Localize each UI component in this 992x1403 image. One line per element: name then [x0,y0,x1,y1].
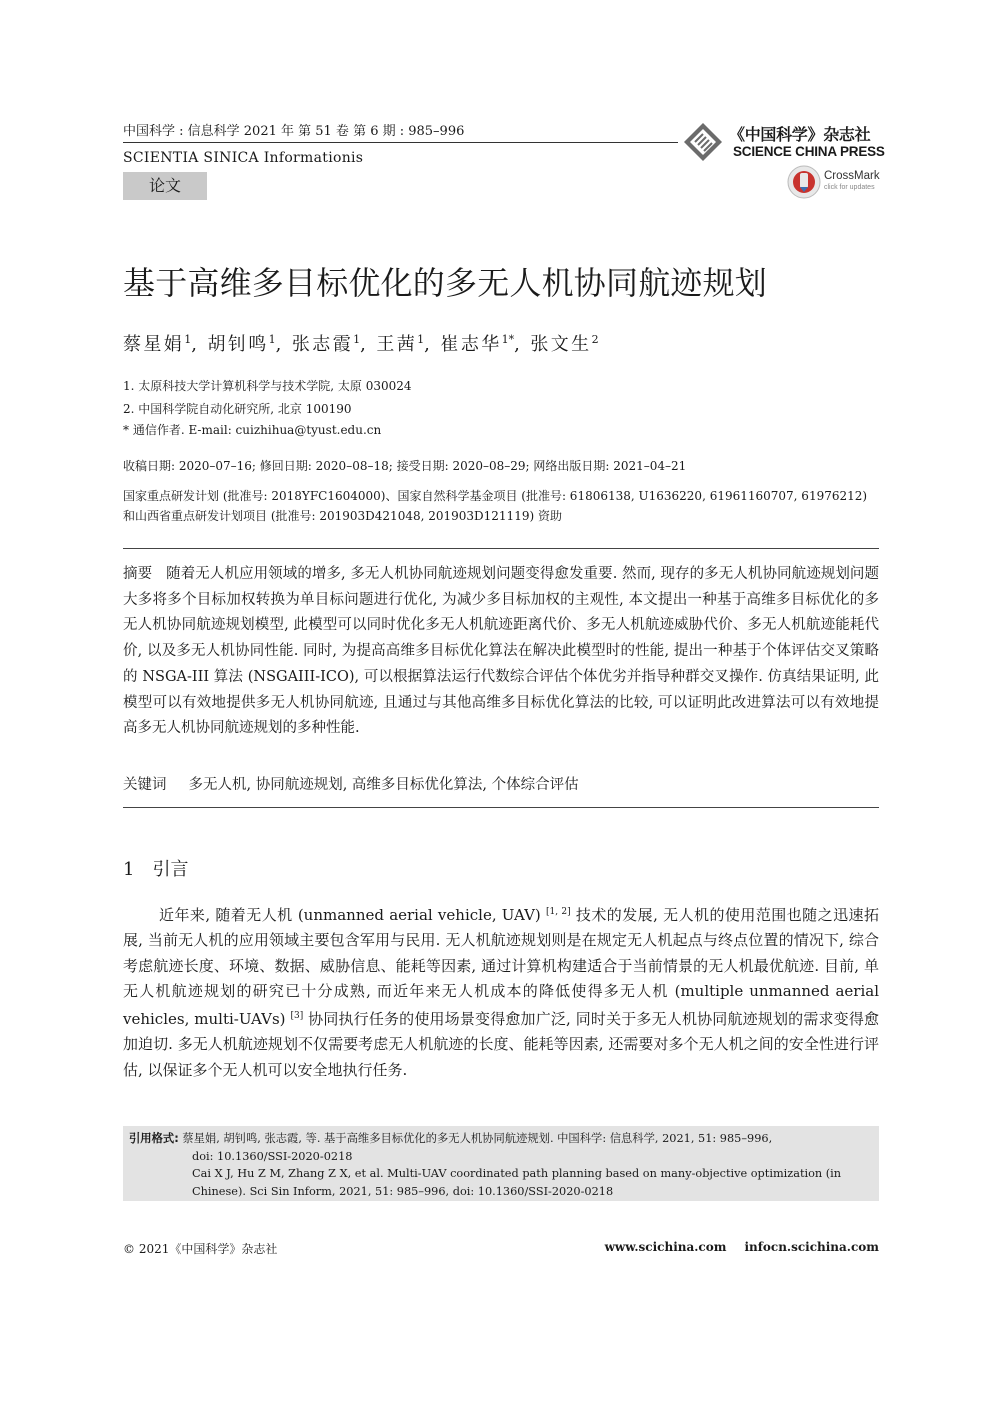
citation-doi[interactable]: doi: 10.1360/SSI-2020-0218 [192,1149,353,1163]
citation-text: 蔡星娟, 胡钊鸣, 张志霞, 等. 基于高维多目标优化的多无人机协同航迹规划. 中国科学: 信息科学, 2021, 51: 985–996, [182,1132,773,1145]
author-name: 蔡星娟 [123,334,185,355]
affiliation-2: 2. 中国科学院自动化研究所, 北京 100190 [123,402,352,416]
affiliation-1: 1. 太原科技大学计算机科学与技术学院, 太原 030024 [123,379,412,393]
section-title: 引言 [152,859,189,880]
author-name: 张文生 [530,334,592,355]
author-name: 张志霞 [291,334,354,355]
section-heading [123,855,188,881]
author-affiliation-mark: 2 [591,333,599,346]
reference-link[interactable]: [3] [290,1011,304,1022]
reference-link[interactable]: [1, 2] [545,907,571,917]
journal-header: 中国科学 : 信息科学 2021 年 第 51 卷 第 6 期 : 985–996 [123,124,465,139]
author-name: 王茜 [376,334,418,355]
funding-info [123,486,883,526]
keywords [123,773,579,794]
crossmark-label: CrossMark [824,170,880,182]
author-list: 蔡星娟$^1$, 胡钊鸣$^1$, 张志霞$^1$, 王茜$^1$, 崔志华$^{1*}$, 张文生$^2$ [123,333,599,355]
author-affiliation-mark: 1 [417,333,425,346]
author-name: 胡钊鸣 [207,334,269,355]
author-affiliation-mark: 1 [353,333,361,346]
keywords-label: 关键词 [123,777,167,793]
citation-line [129,1130,875,1148]
abstract-bottom-rule [123,807,879,808]
author-affiliation-mark: 1 [184,333,192,346]
crossmark-sublabel: click for updates [824,184,875,191]
funding-line: 国家重点研发计划 (批准号: 2018YFC1604000)、国家自然科学基金项目 (批准号: 61806138, U1636220, 61961160707, 61976212) [123,489,868,503]
body-text: 技术的发展, 无人机的使用范围也随之迅速拓展, 当前无人机的应用领域主要包含军用与民用. 无人机航迹规划则是在规定无人机起点与终点位置的情况下, 综合考虑航迹长度、环境、数据、威胁信息、能耗等因素, 通过计算机构建适合于当前情景的无人机最优航迹. 目前, 单无人机航迹规划的研究已十分成熟, 而近年来无人机成本的降低使得多无人机 (multiple unmanned aerial vehicles, multi-UAVs) [123,906,879,1029]
site-link[interactable]: infocn.scichina.com [744,1240,879,1254]
paper-title: 基于高维多目标优化的多无人机协同航迹规划 [123,264,768,302]
publisher-logo[interactable] [683,120,883,164]
header-rule [123,142,678,143]
intro-paragraph [123,900,879,1083]
author-affiliation-mark: 1* [501,333,515,346]
crossmark-badge[interactable] [787,165,882,201]
corresponding-author: * 通信作者. E-mail: cuizhihua@tyust.edu.cn [123,423,382,437]
publisher-name-cn: 《中国科学》杂志社 [729,125,871,144]
section-number: 1 [123,859,135,880]
citation-text: Cai X J, Hu Z M, Zhang Z X, et al. Multi-UAV coordinated path planning based on many-objective optimization (in [192,1167,842,1180]
abstract-label: 摘要 [123,566,153,582]
journal-english-name: SCIENTIA SINICA Informationis [123,150,364,166]
author-affiliation-mark: 1 [268,333,276,346]
keywords-text: 多无人机, 协同航迹规划, 高维多目标优化算法, 个体综合评估 [188,777,579,793]
body-text: 协同执行任务的使用场景变得愈加广泛, 同时关于多无人机协同航迹规划的需求变得愈加迫切. 多无人机航迹规划不仅需要考虑无人机航迹的长度、能耗等因素, 还需要对多个无人机之间的安全性进行评估, 以保证多个无人机可以安全地执行任务. [123,1010,879,1079]
site-link[interactable]: www.scichina.com [604,1240,727,1254]
crossmark-icon [787,165,821,199]
article-dates: 收稿日期: 2020–07–16; 修回日期: 2020–08–18; 接受日期: 2020–08–29; 网络出版日期: 2021–04–21 [123,459,687,473]
citation-box [123,1126,879,1201]
publisher-name-en: SCIENCE CHINA PRESS [733,144,885,159]
citation-text: Chinese). Sci Sin Inform, 2021, 51: 985–996, doi: 10.1360/SSI-2020-0218 [192,1184,614,1198]
copyright: © 2021《中国科学》杂志社 [123,1242,278,1256]
abstract-top-rule [123,548,879,549]
body-text: 近年来, 随着无人机 (unmanned aerial vehicle, UAV) [159,906,546,924]
publisher-diamond-icon [683,122,723,162]
funding-line: 和山西省重点研发计划项目 (批准号: 201903D421048, 201903D121119) 资助 [123,509,562,523]
footer-links [605,1240,879,1254]
article-type-tag: 论文 [123,172,207,200]
abstract-text: 随着无人机应用领域的增多, 多无人机协同航迹规划问题变得愈发重要. 然而, 现存的多无人机协同航迹规划问题大多将多个目标加权转换为单目标问题进行优化, 为减少多目标加权的主观性, 本文提出一种基于高维多目标优化的多无人机协同航迹规划模型, 此模型可以同时优化多无人机航迹距离代价、多无人机航迹威胁代价、多无人机航迹能耗代价, 以及多无人机协同性能. 同时, 为提高高维多目标优化算法在解决此模型时的性能, 提出一种基于个体评估交叉策略的 NSGA-III 算法 (NSGAIII-ICO), 可以根据算法运行代数综合评估个体优劣并指导种群交叉操作. 仿真结果证明, 此模型可以有效地提供多无人机协同航迹, 且通过与其他高维多目标优化算法的比较, 可以证明此改进算法可以有效地提高多无人机协同航迹规划的多种性能. [123,566,879,737]
author-name: 崔志华 [440,334,502,355]
citation-label: 引用格式: [129,1132,179,1145]
abstract [123,562,879,742]
